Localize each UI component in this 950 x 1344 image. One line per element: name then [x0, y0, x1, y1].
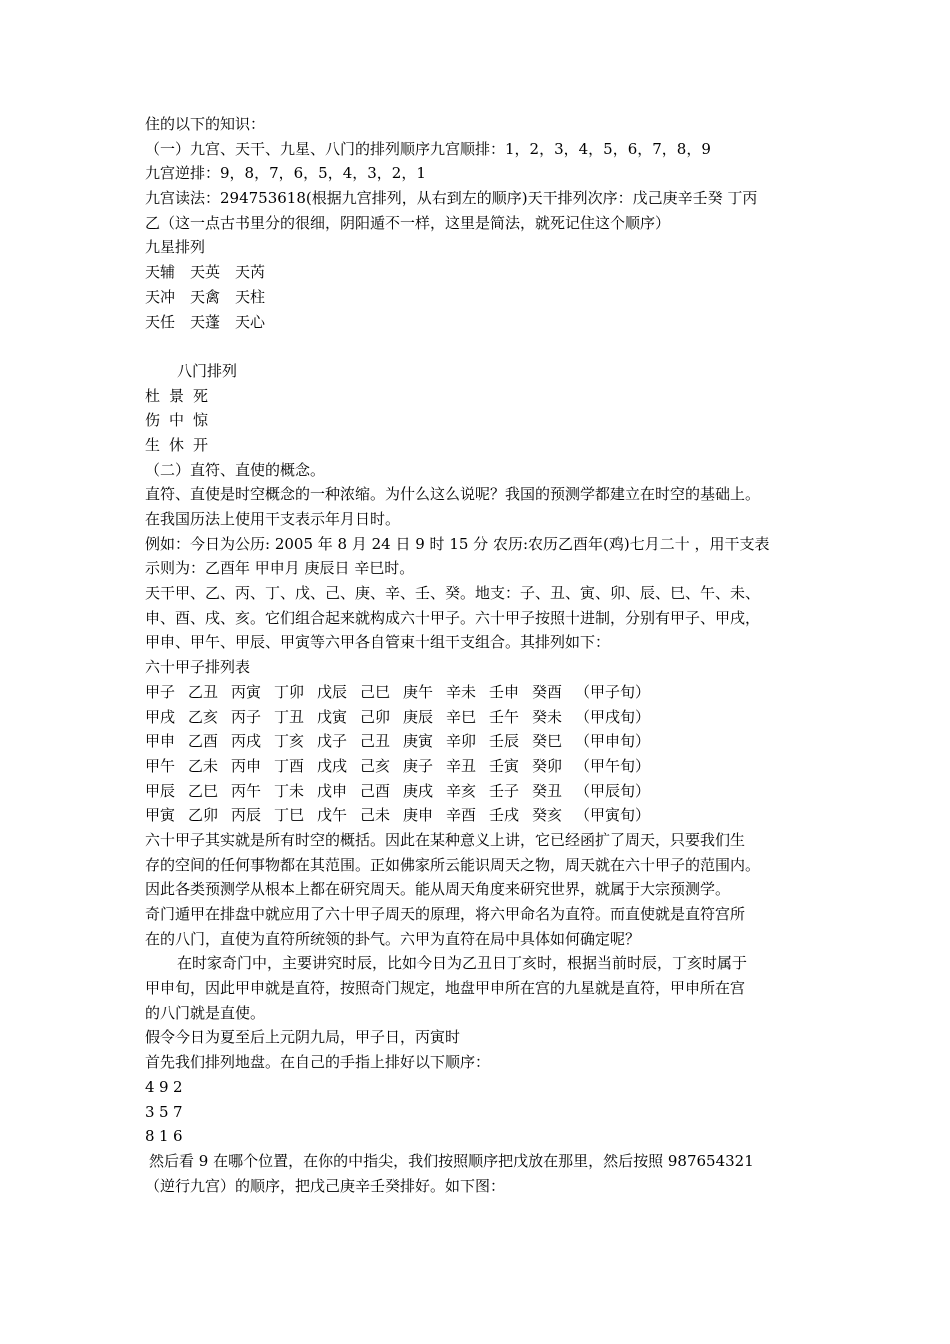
gate-cell: 生 — [145, 435, 161, 454]
jiazi-cell: 戊戌 — [317, 756, 348, 775]
star-cell: 天蓬 — [190, 312, 221, 331]
luoshu-row — [145, 1075, 815, 1100]
jiazi-group-label: （甲辰旬） — [575, 781, 651, 800]
jiazi-cell: 癸丑 — [532, 781, 563, 800]
gate-cell: 死 — [193, 386, 209, 405]
heading-nine-stars: 九星排列 — [145, 238, 206, 257]
star-cell: 天芮 — [235, 263, 266, 282]
jiazi-group-label: （甲申旬） — [575, 732, 651, 751]
text-line: 例如：今日为公历: 2005 年 8 月 24 日 9 时 15 分 农历:农历乙酉年(鸡)七月二十 ，用干支表 — [145, 534, 770, 553]
text-line: 甲申旬，因此甲申就是直符，按照奇门规定，地盘甲申所在宫的九星就是直符，甲申所在宫 — [145, 979, 746, 998]
text-line: 示则为：乙酉年 甲申月 庚辰日 辛巳时。 — [145, 559, 415, 578]
jiazi-cell: 己丑 — [360, 732, 391, 751]
jiazi-cell: 壬戌 — [489, 806, 520, 825]
jiazi-cell: 癸未 — [532, 707, 563, 726]
jiazi-cell: 甲戌 — [145, 707, 176, 726]
jiazi-cell: 辛亥 — [446, 781, 477, 800]
text-line: 天干甲、乙、丙、丁、戊、己、庚、辛、壬、癸。地支：子、丑、寅、卯、辰、巳、午、未、 — [145, 584, 761, 603]
jiazi-cell: 庚寅 — [403, 732, 434, 751]
jiazi-cell: 丁酉 — [274, 756, 305, 775]
text-line: （一）九宫、天干、九星、八门的排列顺序九宫顺排：1，2，3，4，5，6，7，8，9 — [145, 139, 711, 158]
luoshu-cell: 8 — [145, 1127, 155, 1146]
jiazi-cell: 壬子 — [489, 781, 520, 800]
jiazi-cell: 壬寅 — [489, 756, 520, 775]
stars-row — [145, 285, 815, 310]
text-line: 存的空间的任何事物都在其范围。正如佛家所云能识周天之物，周天就在六十甲子的范围内。 — [145, 855, 761, 874]
text-line: 在时家奇门中，主要讲究时辰，比如今日为乙丑日丁亥时，根据当前时辰，丁亥时属于 — [177, 954, 748, 973]
jiazi-cell: 戊午 — [317, 806, 348, 825]
jiazi-cell: 丁未 — [274, 781, 305, 800]
jiazi-cell: 壬午 — [489, 707, 520, 726]
text-line: 首先我们排列地盘。在自己的手指上排好以下顺序： — [145, 1053, 491, 1072]
jiazi-cell: 辛卯 — [446, 732, 477, 751]
luoshu-cell: 1 — [159, 1127, 169, 1146]
jiazi-cell: 庚午 — [403, 682, 434, 701]
jiazi-row — [145, 754, 815, 779]
jiazi-cell: 丁巳 — [274, 806, 305, 825]
gate-cell: 景 — [169, 386, 185, 405]
jiazi-cell: 壬申 — [489, 682, 520, 701]
text-line: 直符、直使是时空概念的一种浓缩。为什么这么说呢？我国的预测学都建立在时空的基础上。 — [145, 485, 761, 504]
jiazi-cell: 丁亥 — [274, 732, 305, 751]
section-heading: （二）直符、直使的概念。 — [145, 460, 326, 479]
jiazi-cell: 己巳 — [360, 682, 391, 701]
luoshu-cell: 7 — [173, 1102, 183, 1121]
jiazi-cell: 庚申 — [403, 806, 434, 825]
table-title: 六十甲子排列表 — [145, 658, 251, 677]
luoshu-cell: 2 — [173, 1077, 183, 1096]
jiazi-group-label: （甲午旬） — [575, 756, 651, 775]
jiazi-cell: 乙丑 — [188, 682, 219, 701]
jiazi-cell: 甲寅 — [145, 806, 176, 825]
gate-cell: 伤 — [145, 411, 161, 430]
jiazi-cell: 乙巳 — [188, 781, 219, 800]
gates-row — [145, 384, 815, 409]
jiazi-row — [145, 729, 815, 754]
star-cell: 天禽 — [190, 287, 221, 306]
text-line: 乙（这一点古书里分的很细，阴阳遁不一样，这里是简法，就死记住这个顺序） — [145, 213, 671, 232]
jiazi-cell: 丁丑 — [274, 707, 305, 726]
jiazi-group-label: （甲戌旬） — [575, 707, 651, 726]
heading-eight-gates: 八门排列 — [177, 361, 238, 380]
text-line: 甲申、甲午、甲辰、甲寅等六甲各自管束十组干支组合。其排列如下： — [145, 633, 611, 652]
jiazi-cell: 丙戌 — [231, 732, 262, 751]
jiazi-row — [145, 779, 815, 804]
text-line: 在的八门，直使为直符所统领的卦气。六甲为直符在局中具体如何确定呢？ — [145, 929, 641, 948]
jiazi-cell: 己卯 — [360, 707, 391, 726]
text-line: （逆行九宫）的顺序，把戊己庚辛壬癸排好。如下图： — [145, 1176, 506, 1195]
luoshu-cell: 4 — [145, 1077, 155, 1096]
star-cell: 天冲 — [145, 287, 176, 306]
text-line: 六十甲子其实就是所有时空的概括。因此在某种意义上讲，它已经函扩了周天，只要我们生 — [145, 830, 746, 849]
document-page — [145, 112, 815, 1198]
jiazi-row — [145, 803, 815, 828]
star-cell: 天辅 — [145, 263, 176, 282]
jiazi-cell: 己亥 — [360, 756, 391, 775]
gate-cell: 中 — [169, 411, 185, 430]
jiazi-cell: 辛酉 — [446, 806, 477, 825]
text-line: 因此各类预测学从根本上都在研究周天。能从周天角度来研究世界，就属于大宗预测学。 — [145, 880, 731, 899]
jiazi-cell: 丙午 — [231, 781, 262, 800]
gate-cell: 杜 — [145, 386, 161, 405]
jiazi-cell: 戊子 — [317, 732, 348, 751]
stars-row — [145, 260, 815, 285]
jiazi-cell: 乙酉 — [188, 732, 219, 751]
jiazi-cell: 癸酉 — [532, 682, 563, 701]
jiazi-cell: 甲辰 — [145, 781, 176, 800]
jiazi-cell: 甲子 — [145, 682, 176, 701]
gate-cell: 开 — [193, 435, 209, 454]
jiazi-cell: 庚辰 — [403, 707, 434, 726]
jiazi-cell: 庚戌 — [403, 781, 434, 800]
jiazi-group-label: （甲寅旬） — [575, 806, 651, 825]
jiazi-group-label: （甲子旬） — [575, 682, 651, 701]
text-line: 住的以下的知识： — [145, 115, 266, 133]
jiazi-cell: 丙子 — [231, 707, 262, 726]
jiazi-cell: 辛丑 — [446, 756, 477, 775]
text-line: 申、酉、戌、亥。它们组合起来就构成六十甲子。六十甲子按照十进制，分别有甲子、甲戌， — [145, 608, 761, 627]
jiazi-cell: 乙亥 — [188, 707, 219, 726]
luoshu-cell: 5 — [159, 1102, 169, 1121]
text-line: 九宫读法：294753618(根据九宫排列，从右到左的顺序)天干排列次序：戊己庚辛壬癸 丁丙 — [145, 189, 758, 208]
jiazi-cell: 乙卯 — [188, 806, 219, 825]
blank-line — [145, 334, 815, 359]
jiazi-cell: 丙寅 — [231, 682, 262, 701]
jiazi-cell: 庚子 — [403, 756, 434, 775]
text-line: 九宫逆排：9，8，7，6，5，4，3，2，1 — [145, 164, 426, 183]
jiazi-cell: 丙辰 — [231, 806, 262, 825]
star-cell: 天任 — [145, 312, 176, 331]
jiazi-cell: 丙申 — [231, 756, 262, 775]
jiazi-cell: 癸卯 — [532, 756, 563, 775]
jiazi-cell: 癸亥 — [532, 806, 563, 825]
star-cell: 天心 — [235, 312, 266, 331]
luoshu-row — [145, 1100, 815, 1125]
jiazi-row — [145, 680, 815, 705]
text-line: 的八门就是直使。 — [145, 1003, 266, 1022]
jiazi-cell: 丁卯 — [274, 682, 305, 701]
jiazi-cell: 辛未 — [446, 682, 477, 701]
stars-row — [145, 310, 815, 335]
jiazi-row — [145, 705, 815, 730]
star-cell: 天柱 — [235, 287, 266, 306]
jiazi-cell: 己酉 — [360, 781, 391, 800]
jiazi-cell: 壬辰 — [489, 732, 520, 751]
luoshu-cell: 6 — [173, 1127, 183, 1146]
gate-cell: 休 — [169, 435, 185, 454]
luoshu-row — [145, 1124, 815, 1149]
text-line: 然后看 9 在哪个位置，在你的中指尖，我们按照顺序把戊放在那里，然后按照 987654321 — [149, 1151, 754, 1170]
jiazi-cell: 戊辰 — [317, 682, 348, 701]
luoshu-cell: 9 — [159, 1077, 169, 1096]
jiazi-cell: 戊寅 — [317, 707, 348, 726]
jiazi-cell: 戊申 — [317, 781, 348, 800]
gates-row — [145, 408, 815, 433]
jiazi-cell: 己未 — [360, 806, 391, 825]
star-cell: 天英 — [190, 263, 221, 282]
jiazi-cell: 乙未 — [188, 756, 219, 775]
jiazi-cell: 癸巳 — [532, 732, 563, 751]
jiazi-cell: 甲申 — [145, 732, 176, 751]
jiazi-cell: 甲午 — [145, 756, 176, 775]
gates-row — [145, 433, 815, 458]
luoshu-cell: 3 — [145, 1102, 155, 1121]
text-line: 在我国历法上使用干支表示年月日时。 — [145, 510, 401, 528]
jiazi-cell: 辛巳 — [446, 707, 477, 726]
gate-cell: 惊 — [193, 411, 209, 430]
text-line: 假令今日为夏至后上元阴九局，甲子日，丙寅时 — [145, 1028, 461, 1047]
text-line: 奇门遁甲在排盘中就应用了六十甲子周天的原理，将六甲命名为直符。而直使就是直符宫所 — [145, 905, 746, 923]
